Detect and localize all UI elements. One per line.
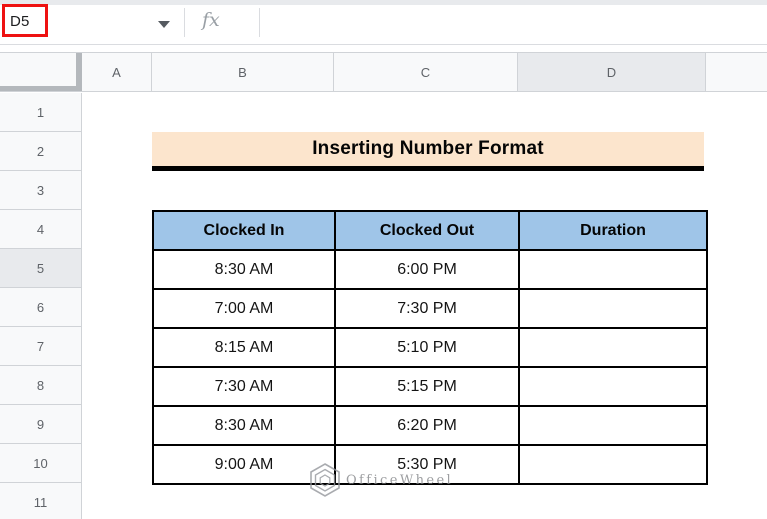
row-header-column — [0, 93, 82, 519]
cell-d8[interactable] — [519, 367, 707, 406]
row-header-4[interactable]: 4 — [0, 210, 82, 249]
cell-b10[interactable]: 9:00 AM — [153, 445, 335, 484]
header-duration[interactable]: Duration — [519, 211, 707, 250]
cell-c9[interactable]: 6:20 PM — [335, 406, 519, 445]
cell-d10[interactable] — [519, 445, 707, 484]
row-header-1[interactable]: 1 — [0, 93, 82, 132]
column-header-b[interactable]: B — [152, 53, 334, 91]
row-header-2[interactable]: 2 — [0, 132, 82, 171]
cell-c8[interactable]: 5:15 PM — [335, 367, 519, 406]
cell-d7[interactable] — [519, 328, 707, 367]
cell-b5[interactable]: 8:30 AM — [153, 250, 335, 289]
cell-b7[interactable]: 8:15 AM — [153, 328, 335, 367]
row-header-7[interactable]: 7 — [0, 327, 82, 366]
time-table — [152, 210, 708, 485]
row-header-9[interactable]: 9 — [0, 405, 82, 444]
row-header-5[interactable]: 5 — [0, 249, 82, 288]
table-header-row — [153, 211, 707, 250]
cell-d9[interactable] — [519, 406, 707, 445]
divider — [184, 8, 185, 37]
annotation-namebox-highlight — [2, 4, 48, 37]
formula-bar — [0, 0, 767, 45]
row-header-10[interactable]: 10 — [0, 444, 82, 483]
watermark-text: OfficeWheel — [346, 472, 454, 488]
header-clocked-out[interactable]: Clocked Out — [335, 211, 519, 250]
row-header-11[interactable]: 11 — [0, 483, 82, 519]
table-row — [153, 250, 707, 289]
column-header-row — [0, 52, 767, 92]
table-row — [153, 445, 707, 484]
name-box[interactable]: D5 — [10, 13, 30, 30]
select-all-corner[interactable] — [0, 53, 82, 91]
column-header-c[interactable]: C — [334, 53, 518, 91]
cell-c6[interactable]: 7:30 PM — [335, 289, 519, 328]
divider — [259, 8, 260, 37]
column-header-empty[interactable] — [706, 53, 767, 91]
formula-input[interactable] — [266, 6, 761, 40]
cell-b6[interactable]: 7:00 AM — [153, 289, 335, 328]
table-row — [153, 406, 707, 445]
column-header-d[interactable]: D — [518, 53, 706, 91]
table-row — [153, 328, 707, 367]
row-header-8[interactable]: 8 — [0, 366, 82, 405]
toolbar-edge-strip — [0, 0, 767, 5]
row-header-3[interactable]: 3 — [0, 171, 82, 210]
cell-b8[interactable]: 7:30 AM — [153, 367, 335, 406]
table-row — [153, 289, 707, 328]
title-banner-cell[interactable] — [152, 132, 704, 171]
cell-d5-active[interactable] — [519, 250, 707, 289]
name-box-dropdown-icon[interactable] — [158, 21, 170, 28]
cell-b9[interactable]: 8:30 AM — [153, 406, 335, 445]
table-row — [153, 367, 707, 406]
cell-c7[interactable]: 5:10 PM — [335, 328, 519, 367]
page-title: Inserting Number Format — [312, 138, 544, 159]
cell-c5[interactable]: 6:00 PM — [335, 250, 519, 289]
cell-d6[interactable] — [519, 289, 707, 328]
cell-c10[interactable]: 5:30 PM — [335, 445, 519, 484]
column-header-a[interactable]: A — [82, 53, 152, 91]
row-header-6[interactable]: 6 — [0, 288, 82, 327]
header-clocked-in[interactable]: Clocked In — [153, 211, 335, 250]
fx-icon: fx — [202, 9, 220, 31]
